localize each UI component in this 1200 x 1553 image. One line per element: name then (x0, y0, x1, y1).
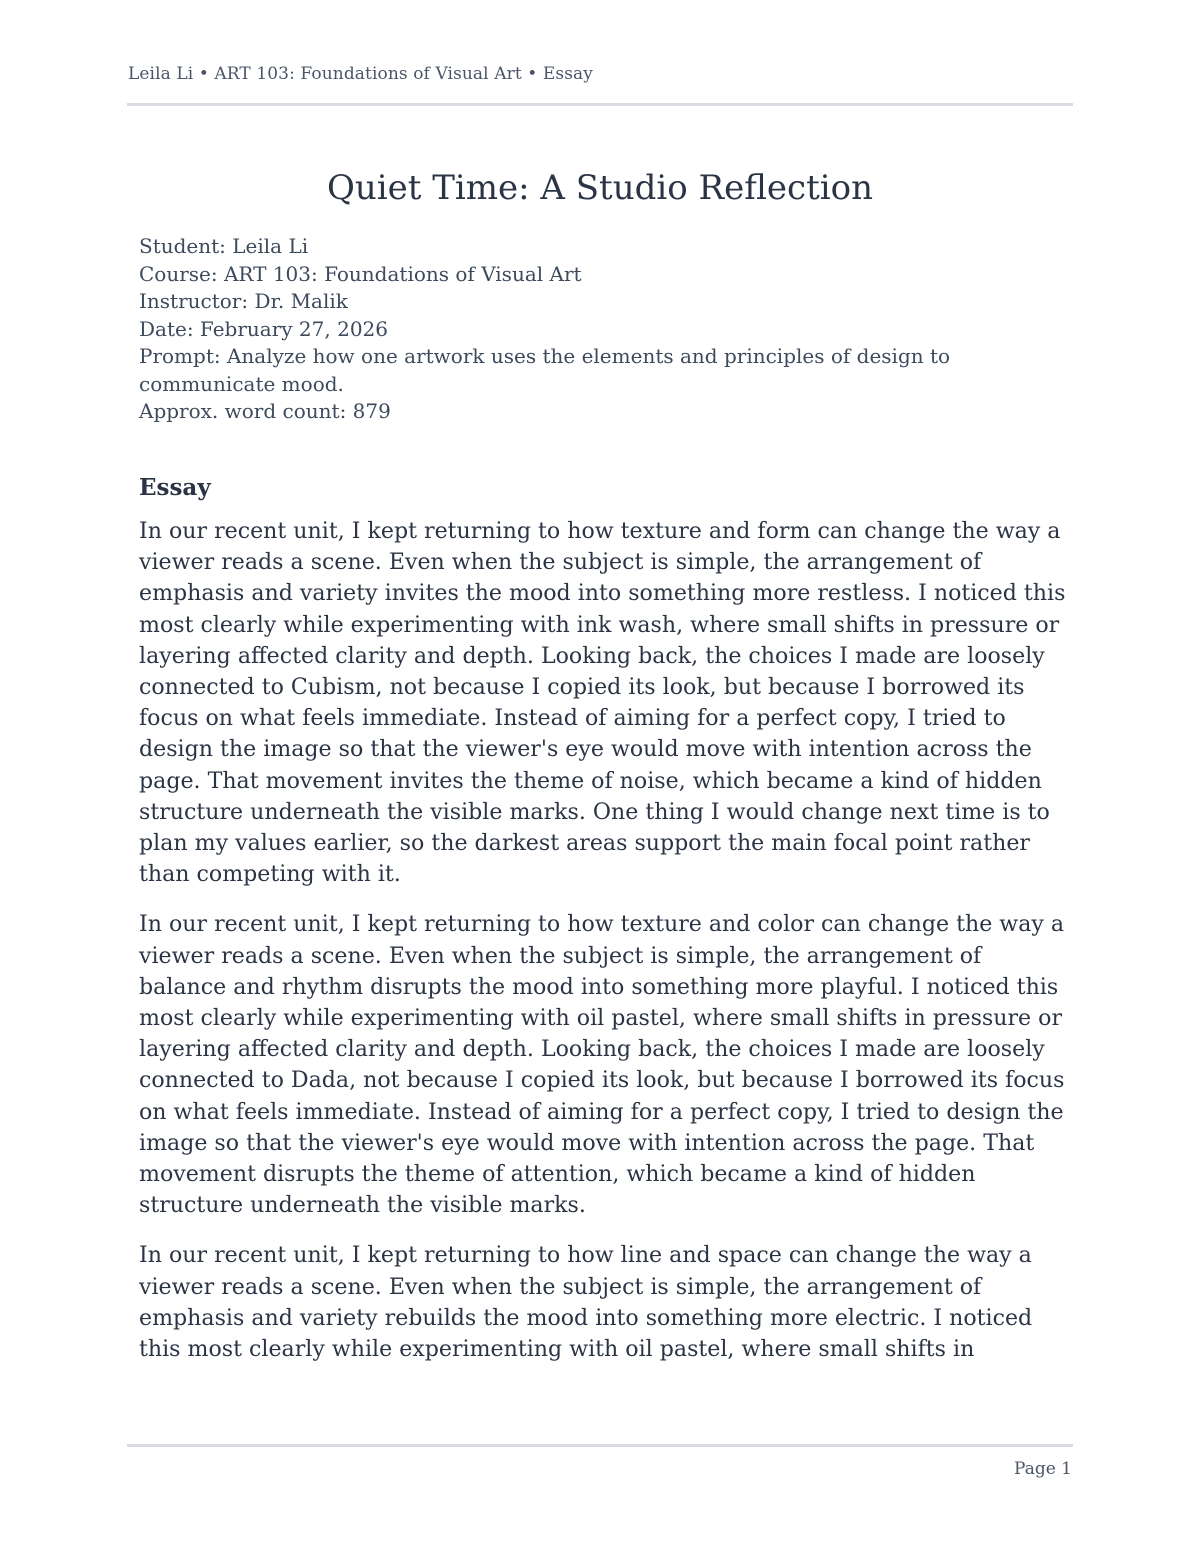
essay-paragraph-2: In our recent unit, I kept returning to how texture and color can change the way a viewer reads a scene. Even when the subject is simple, the arrangement of balance and rhythm disrupts the mood into something more playful. I noticed this most clearly while experimenting with oil pastel, where small shifts in pressure or layering affected clarity and depth. Looking back, the choices I made are loosely connected to Dada, not because I copied its look, but because I borrowed its focus on what feels immediate. Instead of aiming for a perfect copy, I tried to design the image so that the viewer's eye would move with intention across the page. That movement disrupts the theme of attention, which became a kind of hidden structure underneath the visible marks. (139, 911, 1065, 1219)
running-header: Leila Li • ART 103: Foundations of Visual Art • Essay (128, 64, 593, 84)
page-number: Page 1 (1014, 1459, 1072, 1479)
essay-metadata (139, 233, 1039, 426)
footer-divider (127, 1444, 1073, 1447)
meta-course: Course: ART 103: Foundations of Visual Art (139, 261, 582, 286)
essay-body (139, 516, 1069, 1384)
meta-instructor: Instructor: Dr. Malik (139, 289, 348, 313)
meta-prompt: Prompt: Analyze how one artwork uses the elements and principles of design to communicate mood. (139, 344, 951, 396)
meta-date: Date: February 27, 2026 (139, 316, 388, 341)
meta-student: Student: Leila Li (139, 234, 309, 258)
essay-paragraph-1: In our recent unit, I kept returning to how texture and form can change the way a viewer reads a scene. Even when the subject is simple, the arrangement of emphasis and variety invites the mood into something more restless. I noticed this most clearly while experimenting with ink wash, where small shifts in pressure or layering affected clarity and depth. Looking back, the choices I made are loosely connected to Cubism, not because I copied its look, but because I borrowed its focus on what feels immediate. Instead of aiming for a perfect copy, I tried to design the image so that the viewer's eye would move with intention across the page. That movement invites the theme of noise, which became a kind of hidden structure underneath the visible marks. One thing I would change next time is to plan my values earlier, so the darkest areas support the main focal point rather than competing with it. (139, 518, 1066, 888)
essay-title: Quiet Time: A Studio Reflection (326, 168, 873, 208)
meta-word-count: Approx. word count: 879 (139, 399, 391, 423)
essay-paragraph-3: In our recent unit, I kept returning to how line and space can change the way a viewer reads a scene. Even when the subject is simple, the arrangement of emphasis and variety rebuilds the mood into something more electric. I noticed this most clearly while experimenting with oil pastel, where small shifts in (139, 1242, 1033, 1363)
essay-section-heading: Essay (139, 474, 211, 501)
header-divider (127, 103, 1073, 106)
